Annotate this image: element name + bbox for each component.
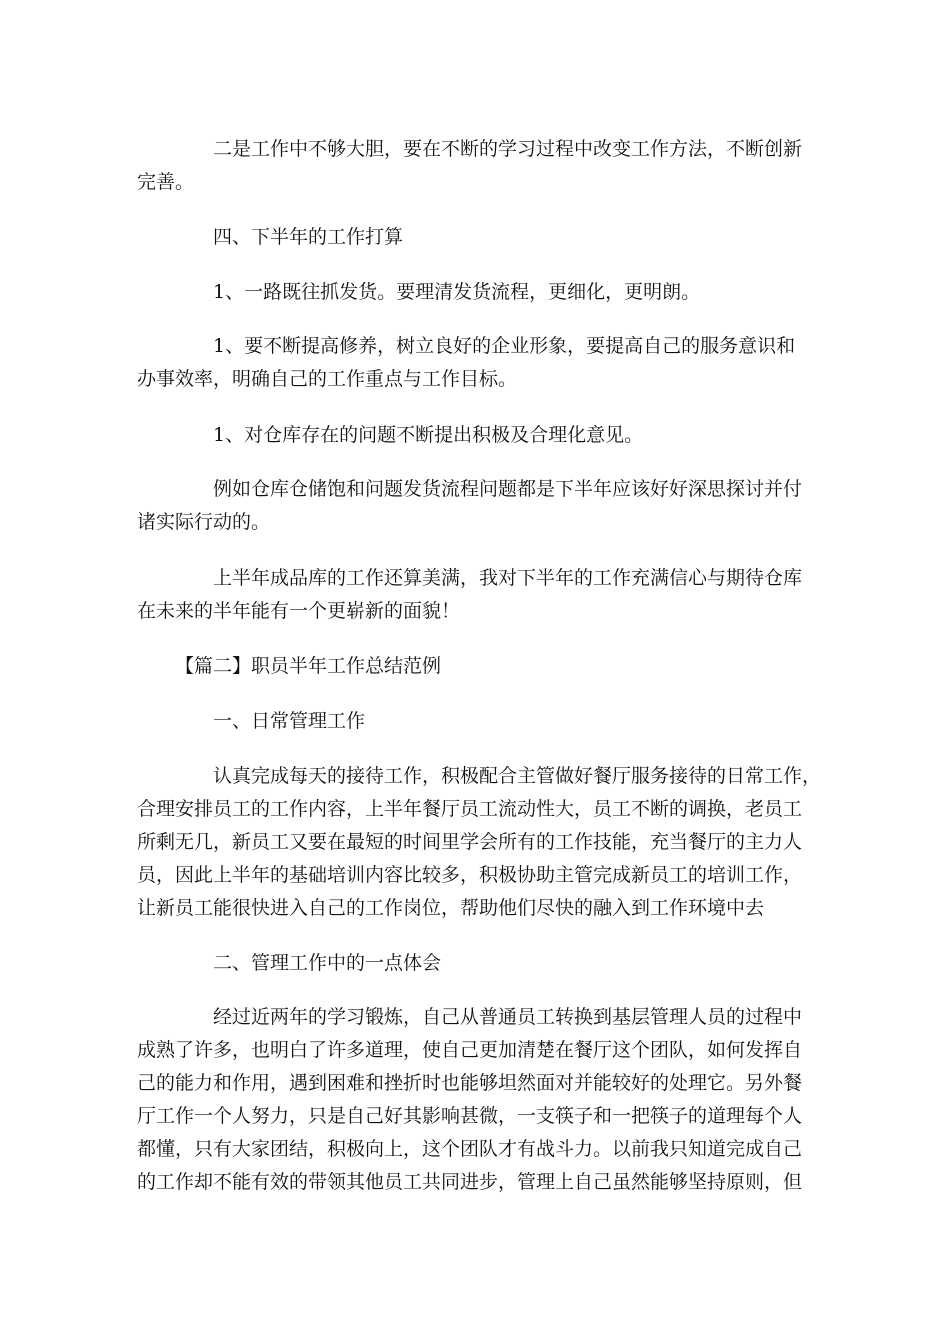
- article-title: 【篇二】职员半年工作总结范例: [175, 655, 442, 677]
- section-heading: 四、下半年的工作打算: [213, 226, 404, 248]
- paragraph-line: 所剩无几，新员工又要在最短的时间里学会所有的工作技能，充当餐厅的主力人: [137, 831, 803, 853]
- list-item: 1、一路既往抓发货。要理清发货流程，更细化，更明朗。: [213, 281, 701, 303]
- paragraph-line: 的工作却不能有效的带领其他员工共同进步，管理上自己虽然能够坚持原则，但: [137, 1171, 803, 1193]
- section-heading: 二、管理工作中的一点体会: [213, 952, 442, 974]
- paragraph-line: 认真完成每天的接待工作，积极配合主管做好餐厅服务接待的日常工作，: [213, 765, 822, 787]
- paragraph-line: 诸实际行动的。: [137, 511, 271, 533]
- paragraph-line: 经过近两年的学习锻炼，自己从普通员工转换到基层管理人员的过程中: [213, 1006, 803, 1028]
- paragraph-line: 成熟了许多，也明白了许多道理，使自己更加清楚在餐厅这个团队，如何发挥自: [137, 1039, 803, 1061]
- paragraph-line: 己的能力和作用，遇到困难和挫折时也能够坦然面对并能较好的处理它。另外餐: [137, 1072, 803, 1094]
- list-item: 1、要不断提高修养，树立良好的企业形象，要提高自己的服务意识和: [213, 335, 796, 357]
- paragraph-line: 合理安排员工的工作内容，上半年餐厅员工流动性大，员工不断的调换，老员工: [137, 798, 803, 820]
- paragraph-line: 二是工作中不够大胆，要在不断的学习过程中改变工作方法，不断创新: [213, 138, 803, 160]
- paragraph-line: 员，因此上半年的基础培训内容比较多，积极协助主管完成新员工的培训工作，: [137, 864, 803, 886]
- paragraph-line: 在未来的半年能有一个更崭新的面貌！: [137, 600, 461, 622]
- paragraph-line: 都懂，只有大家团结，积极向上，这个团队才有战斗力。以前我只知道完成自己: [137, 1138, 803, 1160]
- paragraph-line: 办事效率，明确自己的工作重点与工作目标。: [137, 368, 518, 390]
- paragraph-line: 上半年成品库的工作还算美满，我对下半年的工作充满信心与期待仓库: [213, 567, 803, 589]
- paragraph-line: 让新员工能很快进入自己的工作岗位，帮助他们尽快的融入到工作环境中去: [137, 897, 765, 919]
- paragraph-line: 厅工作一个人努力，只是自己好其影响甚微，一支筷子和一把筷子的道理每个人: [137, 1105, 803, 1127]
- list-item: 1、对仓库存在的问题不断提出积极及合理化意见。: [213, 424, 644, 446]
- paragraph-line: 完善。: [137, 171, 195, 193]
- section-heading: 一、日常管理工作: [213, 710, 366, 732]
- paragraph-line: 例如仓库仓储饱和问题发货流程问题都是下半年应该好好深思探讨并付: [213, 478, 803, 500]
